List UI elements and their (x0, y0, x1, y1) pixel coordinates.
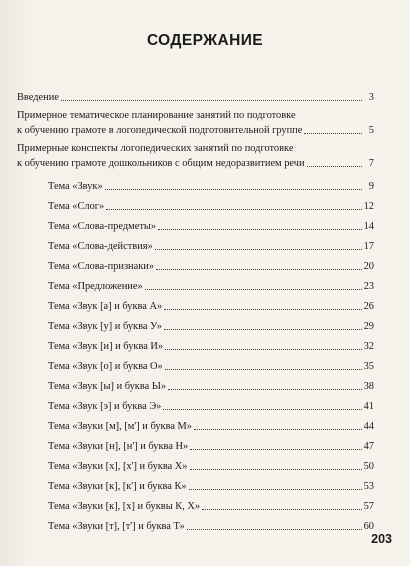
dot-leader (190, 448, 361, 450)
toc-topic-text: Тема «Звуки [к], [х] и буквы К, Х» (48, 501, 201, 512)
toc-topic (17, 340, 374, 353)
toc-topic-page: 35 (363, 361, 374, 372)
dot-leader (164, 308, 361, 310)
toc-topic-page: 50 (363, 461, 374, 472)
toc-topic-page: 60 (363, 521, 374, 532)
page-number: 203 (371, 532, 392, 546)
toc-entry-text: к обучению грамоте дошкольников с общим недоразвитием речи (17, 158, 305, 169)
toc-topic-page: 14 (363, 221, 374, 232)
dot-leader (187, 528, 362, 530)
toc-topic-text: Тема «Звук» (48, 181, 103, 192)
toc-entry-page: 7 (368, 158, 374, 169)
dot-leader (304, 132, 362, 134)
toc-topic (17, 320, 374, 333)
toc-topic-page: 9 (368, 181, 374, 192)
toc-entry-planning (17, 124, 374, 137)
dot-leader (189, 488, 362, 490)
toc-topic (17, 220, 374, 233)
toc-topic (17, 520, 374, 533)
toc-topic (17, 360, 374, 373)
toc-topic (17, 480, 374, 493)
dot-leader (163, 408, 361, 410)
dot-leader (156, 268, 362, 270)
toc-entry-notes-line1: Примерные конспекты логопедических занятий по подготовке (17, 143, 294, 154)
toc-entry-notes (17, 157, 374, 170)
toc-topic-text: Тема «Слова-признаки» (48, 261, 155, 272)
toc-entry-text: к обучению грамоте в логопедической подготовительной группе (17, 125, 303, 136)
toc-topic-page: 38 (363, 381, 374, 392)
toc-topic (17, 240, 374, 253)
toc-topic (17, 300, 374, 313)
toc-topic-text: Тема «Звук [и] и буква И» (48, 341, 164, 352)
toc-topic-text: Тема «Звуки [т], [т'] и буква Т» (48, 521, 185, 532)
toc-topic-text: Тема «Слова-действия» (48, 241, 153, 252)
dot-leader (61, 99, 362, 101)
toc-topic (17, 260, 374, 273)
dot-leader (165, 368, 362, 370)
dot-leader (106, 208, 361, 210)
toc-topic-page: 20 (363, 261, 374, 272)
toc-topic-text: Тема «Звуки [м], [м'] и буква М» (48, 421, 192, 432)
toc-topic-page: 12 (363, 201, 374, 212)
dot-leader (158, 228, 362, 230)
toc-entry-planning-line1: Примерное тематическое планирование занятий по подготовке (17, 110, 296, 121)
toc-topic-text: Тема «Слова-предметы» (48, 221, 157, 232)
toc-entry-introduction (17, 91, 374, 104)
toc-topic (17, 500, 374, 513)
toc-topic-text: Тема «Звуки [х], [х'] и буква Х» (48, 461, 188, 472)
toc-topic (17, 440, 374, 453)
dot-leader (202, 508, 362, 510)
toc-topic-text: Тема «Звуки [н], [н'] и буква Н» (48, 441, 189, 452)
toc-topic-page: 47 (363, 441, 374, 452)
toc-topic (17, 420, 374, 433)
toc-topic-page: 44 (363, 421, 374, 432)
toc-topic-text: Тема «Слог» (48, 201, 105, 212)
toc-topic-page: 17 (363, 241, 374, 252)
toc-topic (17, 400, 374, 413)
toc-topic-text: Тема «Звук [о] и буква О» (48, 361, 163, 372)
toc-topic-text: Тема «Звук [э] и буква Э» (48, 401, 162, 412)
dot-leader (190, 468, 362, 470)
toc-topic-text: Тема «Звук [а] и буква А» (48, 301, 163, 312)
toc-entry-page: 3 (368, 92, 374, 103)
toc-topic-page: 41 (363, 401, 374, 412)
toc-topic (17, 180, 374, 193)
toc-topic (17, 200, 374, 213)
toc-topic-page: 32 (363, 341, 374, 352)
toc-topic-page: 26 (363, 301, 374, 312)
toc-topic-text: Тема «Предложение» (48, 281, 143, 292)
toc-entry-text: Введение (17, 92, 59, 103)
toc-topic-page: 53 (363, 481, 374, 492)
dot-leader (168, 388, 362, 390)
dot-leader (194, 428, 362, 430)
dot-leader (307, 165, 362, 167)
toc-topic-text: Тема «Звук [у] и буква У» (48, 321, 162, 332)
toc-topic (17, 460, 374, 473)
toc-topic-text: Тема «Звук [ы] и буква Ы» (48, 381, 167, 392)
toc-topic-page: 29 (363, 321, 374, 332)
dot-leader (155, 248, 362, 250)
toc-entry-page: 5 (368, 125, 374, 136)
toc-topic (17, 380, 374, 393)
toc-topic-text: Тема «Звуки [к], [к'] и буква К» (48, 481, 187, 492)
dot-leader (165, 348, 361, 350)
toc-topic-page: 57 (363, 501, 374, 512)
dot-leader (164, 328, 362, 330)
toc-topic-page: 23 (363, 281, 374, 292)
dot-leader (145, 288, 362, 290)
page-title: СОДЕРЖАНИЕ (146, 32, 264, 49)
dot-leader (105, 188, 362, 190)
toc-topic (17, 280, 374, 293)
